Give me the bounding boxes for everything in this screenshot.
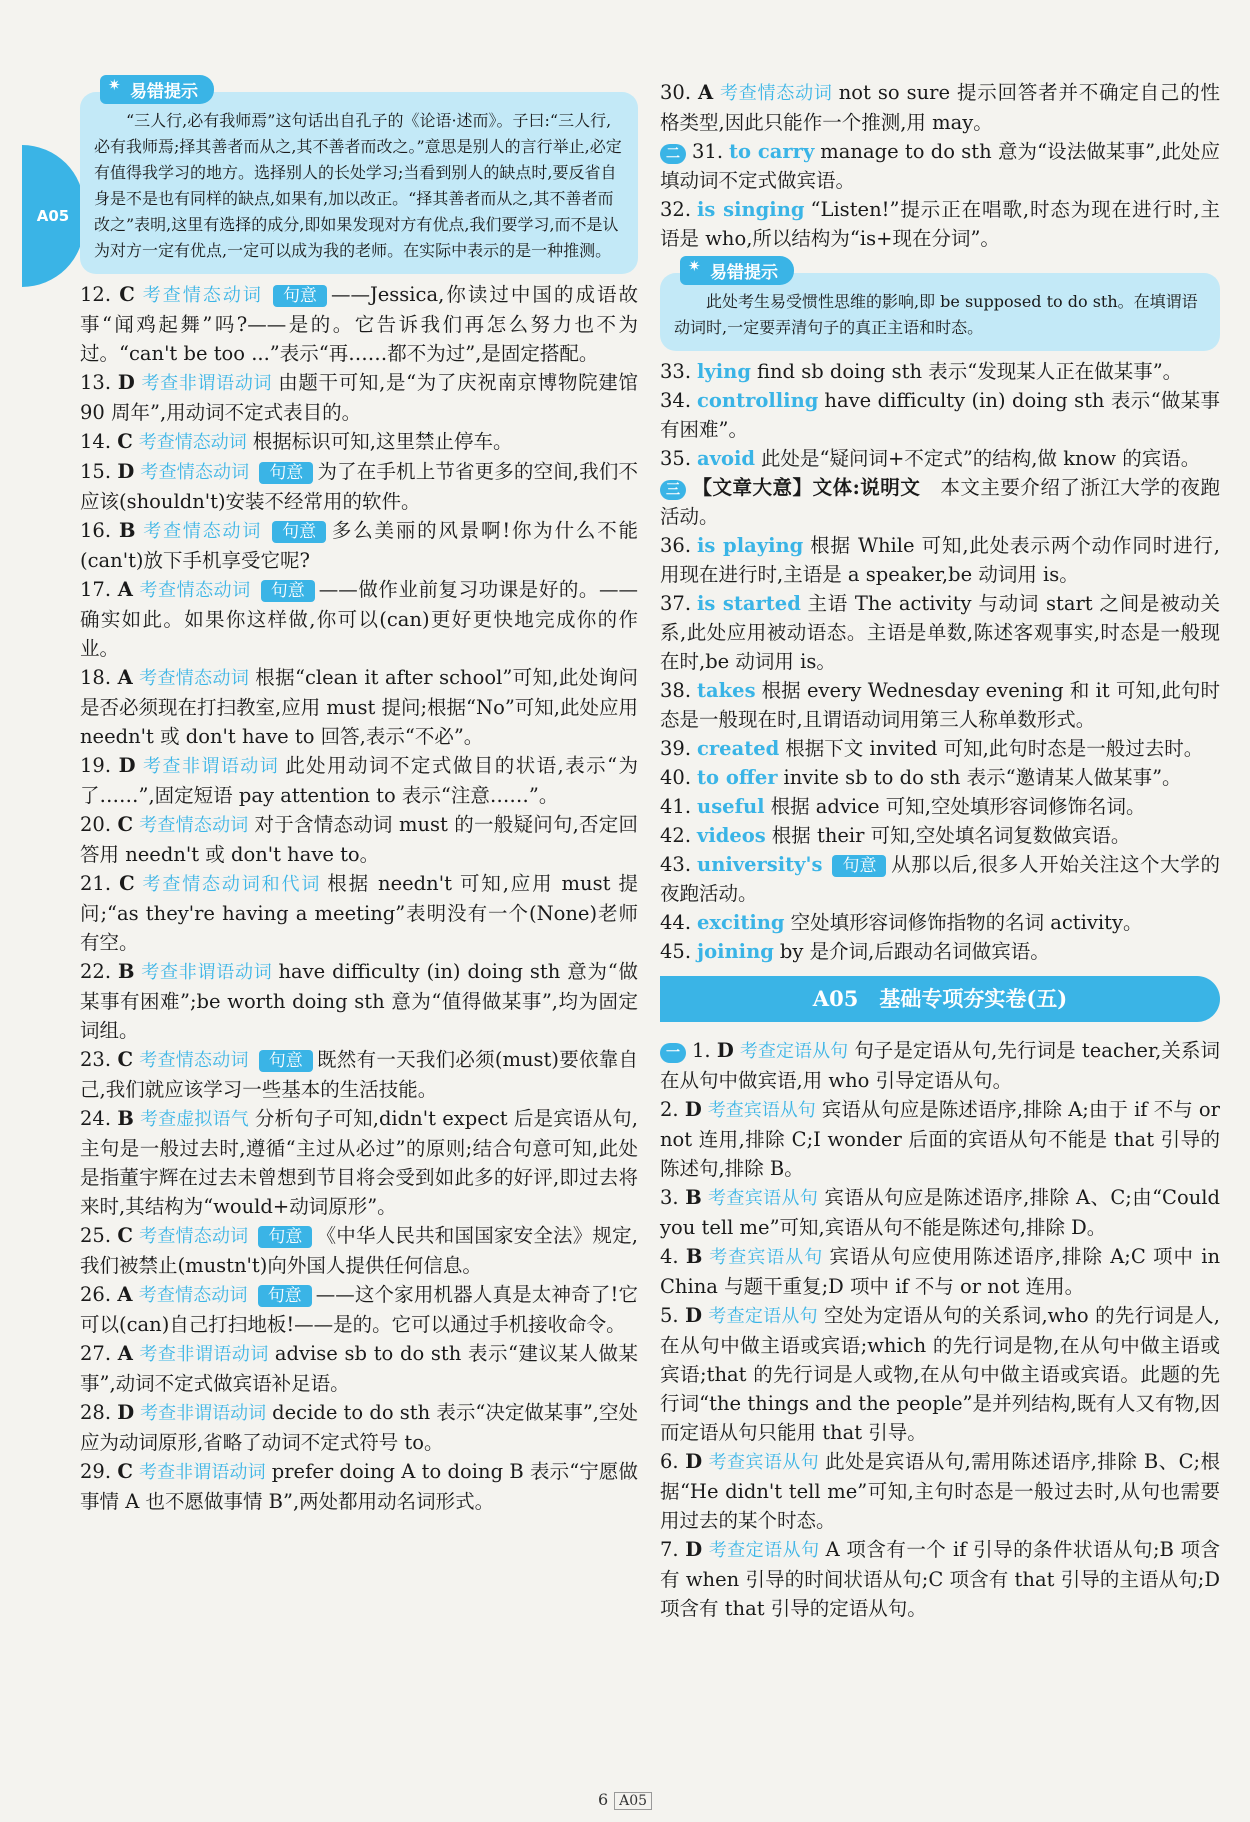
left-column (80, 78, 638, 1516)
section-badge-one: 一 (660, 1043, 686, 1063)
summary-label: 【文章大意】文体:说明文 (692, 476, 921, 499)
item-tag: 考查情态动词 (138, 580, 251, 601)
answer-item (660, 589, 1220, 676)
items-36-45 (660, 531, 1220, 966)
item-number: 13. (80, 371, 118, 394)
item-answer: created (697, 737, 780, 760)
item-answer: avoid (697, 447, 756, 470)
item-text: manage to do sth 意为“设法做某事”,此处应填动词不定式做宾语。 (660, 140, 1220, 192)
item-number: 14. (80, 430, 118, 453)
item-text: 空处为定语从句的关系词,who 的先行词是人,在从句中做主语或宾语;which 的先行词是物,在从句中做主语或宾语;that 的先行词是人或物,在从句中做主语或宾语。此题的先行词“the things and the people”是并列结构,既有人又有物,因而定语从句只能用 that 引导。 (660, 1304, 1221, 1444)
item-text: find sb doing sth 表示“发现某人正在做某事”。 (756, 360, 1183, 383)
tip-label-2: ✷ 易错提示 (680, 256, 794, 285)
page-footer (0, 1790, 1250, 1809)
answer-item (660, 821, 1220, 850)
section-two-items (660, 137, 1220, 253)
answer-item (80, 869, 638, 957)
page-number: 6 (597, 1790, 609, 1809)
item-tag: 考查非谓语动词 (140, 1403, 267, 1424)
item-text: decide to do sth 表示“决定做某事”,空处应为动词原形,省略了动词不定式符号 to。 (80, 1401, 639, 1454)
item-text: 既然有一天我们必须(must)要依靠自己,我们就应该学习一些基本的生活技能。 (80, 1048, 638, 1101)
item-number: 41. (660, 795, 692, 818)
meaning-badge: 句意 (261, 580, 315, 602)
answer-item (80, 575, 638, 663)
item-answer: videos (697, 824, 766, 847)
item-text: 由题干可知,是“为了庆祝南京博物院建馆 90 周年”,用动词不定式表目的。 (80, 371, 638, 424)
answer-item (80, 1339, 638, 1398)
item-text: ——做作业前复习功课是好的。——确实如此。如果你这样做,你可以(can)更好更快地完成你的作业。 (80, 578, 638, 660)
meaning-badge: 句意 (259, 1050, 313, 1072)
answer-item (80, 1398, 638, 1457)
item-number: 30. (660, 81, 692, 104)
item-tag: 考查情态动词 (138, 668, 250, 689)
answer-item (660, 676, 1220, 734)
item-answer: C (117, 1224, 133, 1247)
section-banner: A05 基础专项夯实卷(五) (660, 976, 1220, 1022)
item-number: 42. (660, 824, 692, 847)
item-tag: 考查定语从句 (739, 1041, 849, 1062)
item-answer: C (119, 872, 135, 895)
item-answer: C (117, 430, 133, 453)
item-number: 29. (80, 1460, 118, 1483)
summary (660, 473, 1220, 531)
tip-text: “三人行,必有我师焉”这句话出自孔子的《论语·述而》。子曰:“三人行,必有我师焉;择其善者而从之,其不善者而改之。”意思是别人的言行举止,必定有值得我学习的地方。选择别人的长处学习;当看到别人的缺点时,要反省自身是不是也有同样的缺点,如果有,加以改正。“择其善者而从之,其不善者而改之”表明,这里有选择的成分,即如果发现对方有优点,我们要学习,而不是认为对方一定有优点,一定可以成为我的老师。在实际中表示的是一种推测。 (94, 111, 622, 260)
item-text: 此处是“疑问词+不定式”的结构,做 know 的宾语。 (761, 447, 1201, 470)
item-text: have difficulty (in) doing sth 表示“做某事有困难”。 (660, 389, 1220, 441)
item-number: 35. (660, 447, 692, 470)
item-text: 空处填形容词修饰指物的名词 activity。 (790, 911, 1143, 934)
answer-item (660, 1036, 1220, 1095)
answer-item (80, 368, 638, 427)
item-text: 根据 their 可知,空处填名词复数做宾语。 (771, 824, 1131, 847)
answer-item (80, 810, 638, 869)
item-number: 7. (660, 1538, 686, 1561)
item-answer: B (685, 1245, 703, 1268)
item-tag: 考查虚拟语气 (139, 1109, 249, 1130)
answer-item (80, 457, 638, 516)
answer-item (660, 386, 1220, 444)
item-number: 34. (660, 389, 692, 412)
item-text: ——Jessica,你读过中国的成语故事“闻鸡起舞”吗?——是的。它告诉我们再怎么努力也不为过。“can't be too ...”表示“再……都不为过”,是固定搭配。 (80, 283, 638, 365)
item-number: 25. (80, 1224, 118, 1247)
answer-item (80, 1045, 638, 1104)
item-tag: 考查情态动词 (138, 432, 247, 453)
item-text: advise sb to do sth 表示“建议某人做某事”,动词不定式做宾语补足语。 (80, 1342, 638, 1395)
item-number: 43. (660, 853, 692, 876)
item-answer: D (117, 1401, 135, 1424)
item-answer: D (685, 1538, 703, 1561)
answer-item (660, 1301, 1220, 1447)
item-number: 27. (80, 1342, 118, 1365)
item-text: 根据下文 invited 可知,此句时态是一般过去时。 (785, 737, 1204, 760)
item-number: 22. (80, 960, 118, 983)
item-answer: D (716, 1039, 734, 1062)
item-tag: 考查情态动词 (138, 1226, 249, 1247)
answer-item (660, 357, 1220, 386)
item-text: 为了在手机上节省更多的空间,我们不应该(shouldn't)安装不经常用的软件。 (80, 460, 638, 513)
answer-item-30 (660, 78, 1220, 137)
item-text: 根据“clean it after school”可知,此处询问是否必须现在打扫教室,应用 must 提问;根据“No”可知,此处应用 needn't 或 don't have to 回答,表示“不必”。 (80, 666, 639, 748)
item-answer: C (117, 813, 133, 836)
items-a05 (660, 1036, 1220, 1623)
item-answer: A (117, 1342, 133, 1365)
item-text: 分析句子可知,didn't expect 后是宾语从句,主句是一般过去时,遵循“主过从必过”的原则;结合句意可知,此处是指董宇辉在过去未曾想到节目将会受到如此多的好评,即过去将来时,其结构为“would+动词原形”。 (80, 1107, 638, 1218)
item-number: 26. (80, 1283, 118, 1306)
item-answer: D (118, 754, 136, 777)
answer-item (660, 195, 1220, 253)
item-number: 45. (660, 940, 692, 963)
item-text: 对于含情态动词 must 的一般疑问句,否定回答用 needn't 或 don't have to。 (80, 813, 639, 866)
item-tag: 考查情态动词 (140, 285, 263, 306)
item-answer: is playing (697, 534, 804, 557)
item-answer: university's (697, 853, 823, 876)
item-number: 33. (660, 360, 692, 383)
page-code: A05 (614, 1792, 652, 1810)
answer-item (80, 1104, 638, 1221)
item-text: 根据 needn't 可知,应用 must 提问;“as they're having a meeting”表明没有一个(None)老师有空。 (80, 872, 639, 954)
item-tag: 考查情态动词 (719, 83, 833, 104)
item-text: 宾语从句应使用陈述语序,排除 A;C 项中 in China 与题干重复;D 项中 if 不与 or not 连用。 (660, 1245, 1220, 1298)
item-tag: 考查非谓语动词 (138, 1344, 269, 1365)
item-tag: 考查非谓语动词 (140, 373, 273, 394)
item-number: 28. (80, 1401, 118, 1424)
right-column (660, 78, 1220, 1623)
item-text: not so sure 提示回答者并不确定自己的性格类型,因此只能作一个推测,用 may。 (660, 81, 1221, 134)
item-answer: D (117, 371, 135, 394)
item-number: 37. (660, 592, 692, 615)
item-answer: C (117, 1460, 133, 1483)
item-text: 句子是定语从句,先行词是 teacher,关系词在从句中做宾语,用 who 引导定语从句。 (660, 1039, 1221, 1092)
item-text: 主语 The activity 与动词 start 之间是被动关系,此处应用被动语态。主语是单数,陈述客观事实,时态是一般现在时,be 动词用 is。 (660, 592, 1220, 673)
item-tag: 考查情态动词 (140, 462, 250, 483)
item-answer: A (117, 1283, 133, 1306)
item-text: 宾语从句应是陈述语序,排除 A、C;由“Could you tell me”可知,宾语从句不能是陈述句,排除 D。 (660, 1186, 1220, 1239)
answer-item (660, 734, 1220, 763)
item-text: have difficulty (in) doing sth 意为“做某事有困难”;be worth doing sth 意为“值得做某事”,均为固定词组。 (80, 960, 639, 1042)
item-number: 20. (80, 813, 118, 836)
item-number: 16. (80, 519, 120, 542)
item-number: 19. (80, 754, 119, 777)
answer-item (80, 427, 638, 457)
item-number: 5. (660, 1304, 686, 1327)
item-answer: A (698, 81, 714, 104)
item-answer: B (117, 960, 135, 983)
item-answer: to offer (697, 766, 778, 789)
item-answer: D (685, 1450, 703, 1473)
answer-item (660, 850, 1220, 908)
meaning-badge: 句意 (832, 855, 886, 877)
answer-item (660, 137, 1220, 195)
item-answer: B (117, 1107, 134, 1130)
item-tag: 考查宾语从句 (707, 1100, 816, 1121)
item-number: 39. (660, 737, 692, 760)
item-tag: 考查非谓语动词 (140, 962, 273, 983)
item-tag: 考查情态动词 (139, 1050, 249, 1071)
item-text: prefer doing A to doing B 表示“宁愿做事情 A 也不愿做事情 B”,两处都用动名词形式。 (80, 1460, 639, 1513)
answer-item (660, 1535, 1220, 1623)
answer-item (80, 1457, 638, 1516)
answer-item (660, 1242, 1220, 1301)
item-tag: 考查宾语从句 (708, 1247, 824, 1268)
item-text: 此处是宾语从句,需用陈述语序,排除 B、C;根据“He didn't tell me”可知,主句时态是一般过去时,从句也需要用过去的某个时态。 (660, 1450, 1220, 1532)
item-tag: 考查定语从句 (708, 1306, 818, 1327)
item-tag: 考查情态动词 (138, 1285, 248, 1306)
answer-item (80, 516, 638, 575)
item-answer: controlling (697, 389, 819, 412)
section-badge: 二 (660, 144, 686, 164)
tip-box (80, 82, 638, 274)
answer-item (660, 1447, 1220, 1535)
item-text: 《中华人民共和国国家安全法》规定,我们被禁止(mustn't)向外国人提供任何信息。 (80, 1224, 639, 1277)
item-answer: B (119, 519, 136, 542)
answer-item (80, 957, 638, 1045)
item-answer: C (117, 1048, 133, 1071)
answer-item (660, 1183, 1220, 1242)
answer-item (660, 937, 1220, 966)
item-text: 此处用动词不定式做目的状语,表示“为了……”,固定短语 pay attention to 表示“注意……”。 (80, 754, 639, 807)
item-text: ——这个家用机器人真是太神奇了!它可以(can)自己打扫地板!——是的。它可以通过手机接收命令。 (80, 1283, 639, 1336)
section-badge-three: 三 (660, 480, 686, 500)
item-number: 24. (80, 1107, 118, 1130)
item-number: 23. (80, 1048, 118, 1071)
item-answer: is started (697, 592, 801, 615)
item-answer: B (685, 1186, 702, 1209)
item-number: 32. (660, 198, 692, 221)
item-tag: 考查情态动词和代词 (140, 874, 322, 895)
item-text: 根据 While 可知,此处表示两个动作同时进行,用现在进行时,主语是 a speaker,be 动词用 is。 (660, 534, 1220, 586)
item-tag: 考查非谓语动词 (141, 756, 280, 777)
item-number: 6. (660, 1450, 686, 1473)
item-number: 17. (80, 578, 118, 601)
answer-item (80, 280, 638, 368)
side-tab (22, 145, 84, 287)
answer-item (660, 444, 1220, 473)
item-number: 38. (660, 679, 692, 702)
answer-item (80, 751, 638, 810)
item-answer: A (117, 666, 133, 689)
answer-item (80, 663, 638, 751)
item-tag: 考查定语从句 (708, 1540, 820, 1561)
item-tag: 考查非谓语动词 (138, 1462, 266, 1483)
item-tag: 考查宾语从句 (707, 1188, 819, 1209)
answer-item (660, 908, 1220, 937)
item-text: 根据 advice 可知,空处填形容词修饰名词。 (770, 795, 1146, 818)
item-answer: takes (697, 679, 756, 702)
meaning-badge: 句意 (258, 1226, 312, 1248)
item-number: 12. (80, 283, 120, 306)
side-tab-label: A05 (36, 207, 70, 225)
answer-item (660, 792, 1220, 821)
items-33-35 (660, 357, 1220, 473)
item-answer: lying (697, 360, 751, 383)
item-number: 18. (80, 666, 118, 689)
item-tag: 考查情态动词 (138, 815, 249, 836)
item-answer: A (117, 578, 133, 601)
item-text: A 项含有一个 if 引导的条件状语从句;B 项含有 when 引导的时间状语从句;C 项含有 that 引导的主语从句;D 项含有 that 引导的定语从句。 (660, 1538, 1221, 1620)
meaning-badge: 句意 (272, 521, 326, 543)
tip-box-2 (660, 263, 1220, 351)
item-tag: 考查情态动词 (141, 521, 263, 542)
left-items (80, 280, 638, 1516)
item-text: 多么美丽的风景啊!你为什么不能(can't)放下手机享受它呢? (80, 519, 638, 572)
item-answer: useful (697, 795, 765, 818)
item-number: 2. (660, 1098, 685, 1121)
item-text: by 是介词,后跟动名词做宾语。 (779, 940, 1050, 963)
item-answer: C (119, 283, 135, 306)
item-answer: joining (697, 940, 774, 963)
item-number: 21. (80, 872, 120, 895)
item-number: 1. (692, 1039, 717, 1062)
item-answer: D (685, 1304, 703, 1327)
item-tag: 考查宾语从句 (708, 1452, 820, 1473)
meaning-badge: 句意 (273, 285, 327, 307)
item-text: “Listen!”提示正在唱歌,时态为现在进行时,主语是 who,所以结构为“is+现在分词”。 (660, 198, 1220, 250)
item-number: 40. (660, 766, 692, 789)
answer-item (660, 1095, 1220, 1183)
item-answer: is singing (697, 198, 805, 221)
item-answer: to carry (729, 140, 815, 163)
item-number: 3. (660, 1186, 686, 1209)
item-answer: exciting (697, 911, 785, 934)
item-text: 根据 every Wednesday evening 和 it 可知,此句时态是一般现在时,且谓语动词用第三人称单数形式。 (660, 679, 1220, 731)
item-number: 44. (660, 911, 692, 934)
item-text: invite sb to do sth 表示“邀请某人做某事”。 (783, 766, 1182, 789)
item-text: 从那以后,很多人开始关注这个大学的夜跑活动。 (660, 853, 1220, 905)
item-number: 31. (692, 140, 724, 163)
tip-text-2: 此处考生易受惯性思维的影响,即 be supposed to do sth。在填谓语动词时,一定要弄清句子的真正主语和时态。 (674, 292, 1198, 337)
meaning-badge: 句意 (259, 462, 313, 484)
tip-label: ✷ 易错提示 (100, 75, 214, 104)
answer-item (660, 763, 1220, 792)
item-number: 4. (660, 1245, 686, 1268)
answer-item (80, 1280, 638, 1339)
item-number: 15. (80, 460, 118, 483)
item-number: 36. (660, 534, 692, 557)
answer-item (660, 531, 1220, 589)
item-answer: D (684, 1098, 702, 1121)
item-text: 宾语从句应是陈述语序,排除 A;由于 if 不与 or not 连用,排除 C;I wonder 后面的宾语从句不能是 that 引导的陈述句,排除 B。 (660, 1098, 1220, 1180)
summary-text: 本文主要介绍了浙江大学的夜跑活动。 (660, 476, 1220, 528)
item-answer: D (117, 460, 135, 483)
answer-item (80, 1221, 638, 1280)
meaning-badge: 句意 (258, 1285, 312, 1307)
item-text: 根据标识可知,这里禁止停车。 (252, 430, 513, 453)
